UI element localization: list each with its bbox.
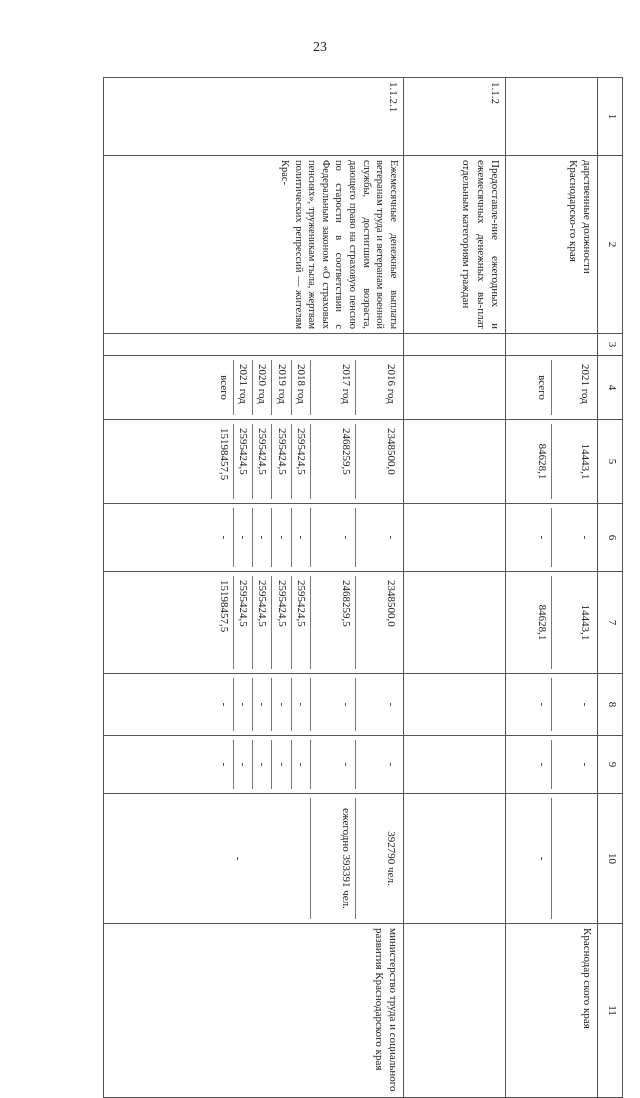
amount-value: 2595424,5 [253, 424, 272, 499]
amount-value: - [291, 508, 310, 567]
amount-value: 2468259,5 [311, 424, 356, 499]
amount-value: 2595424,5 [233, 576, 252, 669]
result-value: - [232, 856, 245, 861]
amount-value: - [311, 678, 356, 731]
amount-value: - [253, 508, 272, 567]
amount-value: 15198457,5 [217, 428, 230, 481]
empty-cell [404, 572, 506, 674]
row-status-cell [104, 334, 404, 356]
row-name-cell: Предоставле-ние ежегодных и ежемесячных денежных вы-плат отдельным категориям граждан [404, 156, 506, 334]
empty-cell [404, 504, 506, 572]
amount-value: - [233, 740, 252, 789]
empty-cell [404, 924, 506, 1098]
amount-local-cell [104, 674, 404, 736]
empty-cell [404, 794, 506, 924]
period-label: 2017 год [311, 360, 356, 415]
amount-value: 14443,1 [552, 576, 595, 669]
row-number-cell: 1.1.2 [404, 78, 506, 156]
amount-value: 84628,1 [536, 443, 548, 480]
amount-value: - [552, 678, 595, 731]
amount-value: 2595424,5 [272, 424, 291, 499]
amount-other-cell [506, 736, 598, 794]
amount-value: - [217, 702, 230, 707]
period-label: 2021 год [552, 360, 595, 415]
amount-value: - [552, 740, 595, 789]
row-number-cell: 1.1.2.1 [104, 78, 404, 156]
amount-total-cell [506, 420, 598, 504]
amount-federal-cell [104, 504, 404, 572]
amount-value: 84628,1 [536, 604, 548, 641]
period-label: 2020 год [253, 360, 272, 415]
amount-value: - [217, 535, 230, 540]
header-cell: 7 [598, 572, 623, 674]
amount-value: - [253, 740, 272, 789]
program-table [103, 77, 623, 1098]
amount-value: - [217, 762, 230, 767]
amount-value: - [536, 535, 548, 540]
amount-value: - [311, 508, 356, 567]
amount-value: - [356, 678, 401, 731]
period-label: 2019 год [272, 360, 291, 415]
amount-value: 2595424,5 [253, 576, 272, 669]
period-cell [506, 356, 598, 420]
empty-cell [404, 736, 506, 794]
table-row [506, 78, 598, 1098]
amount-value: - [272, 740, 291, 789]
amount-value: - [552, 508, 595, 567]
amount-value: - [356, 740, 401, 789]
amount-regional-cell [104, 572, 404, 674]
result-cell [104, 794, 404, 924]
result-value: ежегодно 393391 чел. [311, 798, 356, 919]
header-cell: 6 [598, 504, 623, 572]
header-cell: 1 [598, 78, 623, 156]
row-name-cell: дарственные должности Краснодарско-го края [506, 156, 598, 334]
amount-total-cell [104, 420, 404, 504]
amount-value: - [253, 678, 272, 731]
header-cell: 4 [598, 356, 623, 420]
period-cell [104, 356, 404, 420]
empty-cell [404, 356, 506, 420]
result-value: - [536, 856, 548, 861]
amount-other-cell [104, 736, 404, 794]
table-row [104, 78, 404, 1098]
header-cell: 10 [598, 794, 623, 924]
amount-value: - [536, 702, 548, 707]
table-row [404, 78, 506, 1098]
result-value: 392790 чел. [356, 798, 401, 919]
row-name-cell: Ежемесячные денежные выплаты ветеранам труда и ветеранам военной службы, достигшим возраста, дающего право на страховую пенсию по старости в соответствии с Федеральным законом «О страховых пенсиях», труженикам тыла, жертвам политических репрессий — жителям Крас- [104, 156, 404, 334]
result-value [552, 798, 595, 919]
period-label: всего [217, 375, 230, 400]
empty-cell [404, 420, 506, 504]
period-label: 2021 год [233, 360, 252, 415]
row-number-cell [506, 78, 598, 156]
amount-value: 2348500,0 [356, 576, 401, 669]
amount-local-cell [506, 674, 598, 736]
amount-value: 2595424,5 [272, 576, 291, 669]
amount-value: - [291, 678, 310, 731]
empty-cell [404, 674, 506, 736]
period-label: 2016 год [356, 360, 401, 415]
amount-value: 2595424,5 [291, 424, 310, 499]
header-cell: 9 [598, 736, 623, 794]
rotated-table-wrapper [83, 77, 623, 1097]
responsible-cell: министерство труда и социального развития Краснодарского края [104, 924, 404, 1098]
amount-value: - [272, 508, 291, 567]
amount-value: - [356, 508, 401, 567]
amount-value: - [272, 678, 291, 731]
amount-value: - [233, 508, 252, 567]
header-row [598, 78, 623, 1098]
amount-federal-cell [506, 504, 598, 572]
period-label: 2018 год [291, 360, 310, 415]
amount-value: 14443,1 [552, 424, 595, 499]
responsible-cell: Краснодар ского края [506, 924, 598, 1098]
amount-value: 15198457,5 [217, 580, 230, 633]
amount-value: - [233, 678, 252, 731]
row-status-cell [404, 334, 506, 356]
header-cell: 2 [598, 156, 623, 334]
amount-value: - [291, 740, 310, 789]
result-cell [506, 794, 598, 924]
amount-value: 2348500,0 [356, 424, 401, 499]
amount-value: 2595424,5 [233, 424, 252, 499]
amount-value: - [311, 740, 356, 789]
header-cell: 3 [598, 334, 623, 356]
amount-regional-cell [506, 572, 598, 674]
header-cell: 11 [598, 924, 623, 1098]
header-cell: 5 [598, 420, 623, 504]
amount-value: 2468259,5 [311, 576, 356, 669]
header-cell: 8 [598, 674, 623, 736]
amount-value: 2595424,5 [291, 576, 310, 669]
row-status-cell [506, 334, 598, 356]
page-number: 23 [313, 40, 327, 55]
period-label: всего [536, 375, 548, 400]
amount-value: - [536, 762, 548, 767]
